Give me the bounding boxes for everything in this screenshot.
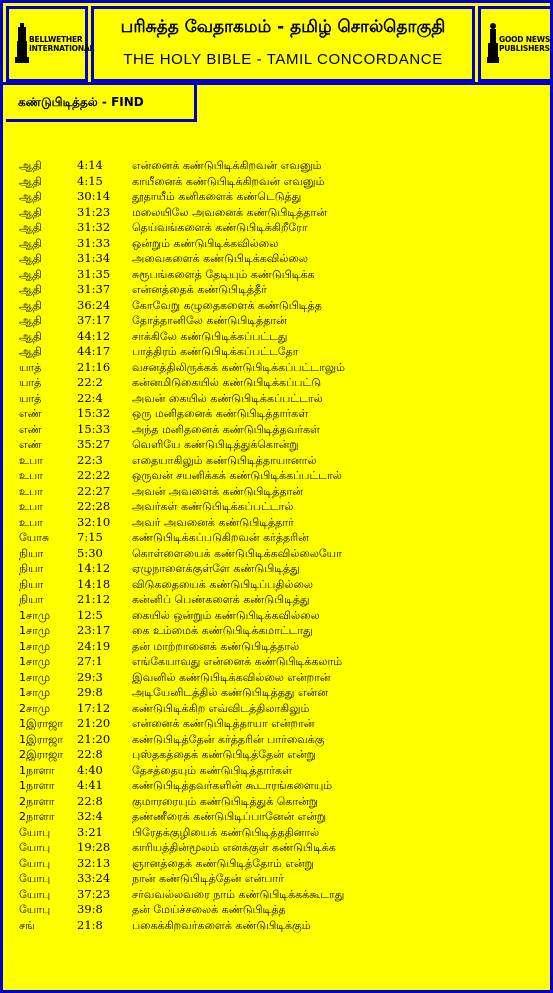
entry-book: 2சாமு — [19, 701, 51, 715]
entry-text: தெய்வங்களைக் கண்டுபிடிக்கிறீரோ — [132, 221, 308, 234]
entry-text: கண்டுபிடித்தவர்களின் கூடாரங்களையும் — [132, 779, 333, 792]
table-row — [19, 236, 549, 252]
entry-reference: 22:28 — [77, 499, 111, 513]
entry-text: தேசத்தையும் கண்டுபிடித்தார்கள் — [132, 763, 293, 777]
table-row — [19, 453, 549, 469]
entry-reference: 31:33 — [77, 235, 111, 250]
entry-reference: 14:12 — [77, 561, 111, 575]
entry-text: தோத்தானிலே கண்டுபிடித்தான் — [132, 314, 287, 327]
entry-book: 1சாமு — [19, 655, 51, 668]
entry-reference: 12:5 — [77, 607, 103, 622]
entry-reference: 35:27 — [77, 437, 111, 451]
entry-book: யோபு — [19, 856, 51, 870]
entry-text: என்னத்தைக் கண்டுபிடித்தீர் — [132, 283, 267, 296]
entry-text: கையில் ஒன்றும் கண்டுபிடிக்கவில்லை — [132, 608, 320, 622]
entry-book: நியா — [19, 562, 44, 575]
entry-book: 1சாமு — [19, 670, 51, 684]
entry-book: எண் — [19, 422, 42, 436]
entry-reference: 32:10 — [77, 514, 111, 529]
entry-book: ஆதி — [19, 221, 42, 234]
entry-reference: 19:28 — [77, 840, 111, 854]
entry-text: அவன் அவளைக் கண்டுபிடித்தான் — [132, 484, 303, 498]
entry-text: இவனில் கண்டுபிடிக்கவில்லை என்றான் — [132, 670, 331, 684]
table-row — [19, 267, 549, 283]
entry-text: நான் கண்டுபிடித்தேன் என்பார் — [132, 872, 284, 885]
entry-book: 1சாமு — [19, 686, 51, 699]
entry-reference: 23:17 — [77, 623, 111, 637]
table-row — [19, 515, 549, 531]
entry-reference: 21:16 — [77, 359, 111, 374]
entry-book: 2இராஜா — [19, 748, 64, 761]
entry-reference: 7:15 — [77, 530, 103, 544]
publisher-right-line-2: PUBLISHERS — [499, 44, 550, 53]
table-row — [19, 344, 549, 360]
entry-text: சர்வவல்லவரை நாம் கண்டுபிடிக்கக்கூடாது — [132, 887, 345, 901]
entry-text: தண்ணீரைக் கண்டுபிடிப்பானேன் என்று — [132, 810, 327, 823]
entry-book: 1நாளா — [19, 763, 55, 777]
entry-reference: 15:33 — [77, 421, 111, 436]
table-row — [19, 298, 549, 314]
entry-text: தன் மாற்றானைக் கண்டுபிடித்தால் — [132, 639, 300, 653]
entry-book: யோபு — [19, 872, 51, 885]
table-row — [19, 561, 549, 577]
table-row — [19, 360, 549, 376]
entry-reference: 4:40 — [77, 762, 103, 777]
entry-book: நியா — [19, 546, 44, 560]
entry-text: ஒன்றும் கண்டுபிடிக்கவில்லை — [132, 236, 279, 250]
entry-book: ஆதி — [19, 236, 42, 250]
table-row — [19, 282, 549, 298]
entry-book: உபா — [19, 515, 43, 529]
entry-text: என்னைக் கண்டுபிடித்தாயா என்றான் — [132, 717, 315, 730]
table-row — [19, 468, 549, 484]
entry-book: ஆதி — [19, 252, 42, 265]
entry-book: 1இராஜா — [19, 717, 64, 730]
entry-text: கண்டுபிடித்தேன் கர்த்தரின் பார்வைக்கு — [132, 732, 325, 746]
entry-reference: 30:14 — [77, 189, 111, 203]
entry-text: கண்டுபிடிக்கிற எவ்விடத்திலாகிலும் — [132, 701, 310, 715]
entry-book: 1சாமு — [19, 639, 51, 653]
entry-text: சாக்கிலே கண்டுபிடிக்கப்பட்டது — [132, 329, 288, 343]
table-row — [19, 623, 549, 639]
entry-text: மலையிலே அவனைக் கண்டுபிடித்தான் — [132, 205, 327, 219]
entry-reference: 24:19 — [77, 638, 111, 653]
table-row — [19, 406, 549, 422]
entry-text: கண்டுபிடிக்கப்படுகிறவன் கர்த்தரின் — [132, 531, 309, 544]
entry-text: வெளியே கண்டுபிடித்துக்கொன்று — [132, 438, 299, 451]
table-row — [19, 174, 549, 190]
table-row — [19, 840, 549, 856]
entry-text: தூதாயீம் கனிகளைக் கண்டெடுத்து — [132, 190, 302, 203]
table-row — [19, 825, 549, 841]
entry-reference: 15:32 — [77, 406, 111, 420]
entry-reference: 27:1 — [77, 654, 103, 668]
table-row — [19, 251, 549, 267]
publisher-left-line-1: BELLWETHER — [29, 35, 83, 44]
entry-text: வசனத்திலிருக்கக் கண்டுபிடிக்கப்பட்டாலும் — [132, 360, 345, 374]
entry-book: யோபு — [19, 903, 51, 916]
entry-text: கோவேறு கழுதைகளைக் கண்டுபிடித்த — [132, 298, 322, 312]
table-row — [19, 546, 549, 562]
entry-book: ஆதி — [19, 267, 42, 281]
entry-reference: 32:13 — [77, 855, 111, 870]
entry-text: ஏழுநாளைக்குள்ளே கண்டுபிடித்து — [132, 562, 300, 575]
entry-reference: 44:17 — [77, 344, 111, 358]
entry-book: உபா — [19, 484, 43, 498]
entry-reference: 3:21 — [77, 824, 103, 839]
entry-text: கொள்ளையைக் கண்டுபிடிக்கவில்லையோ — [132, 546, 342, 560]
entry-book: உபா — [19, 500, 43, 513]
table-row — [19, 654, 549, 670]
entry-book: உபா — [19, 469, 43, 482]
entry-book: ஆதி — [19, 174, 42, 188]
entry-reference: 22:2 — [77, 375, 103, 389]
table-row — [19, 887, 549, 903]
entry-text: அவன் கையில் கண்டுபிடிக்கப்பட்டால் — [132, 391, 323, 405]
entry-text: குமாரரையும் கண்டுபிடித்துக் கொன்று — [132, 794, 318, 808]
entry-book: ஆதி — [19, 298, 42, 312]
entry-text: அவர் அவனைக் கண்டுபிடித்தார் — [132, 515, 294, 529]
entry-text: சுரூபங்களைத் தேடியும் கண்டுபிடிக்க — [132, 267, 315, 281]
entry-book: ஆதி — [19, 283, 42, 296]
publisher-left-name — [29, 35, 94, 53]
find-label: கண்டுபிடித்தல் - FIND — [18, 95, 144, 109]
entry-book: யாத் — [19, 360, 42, 374]
entry-book: எண் — [19, 438, 42, 451]
table-row — [19, 375, 549, 391]
entry-reference: 22:22 — [77, 468, 111, 482]
entry-book: 1சாமு — [19, 608, 51, 622]
entry-text: எதையாகிலும் கண்டுபிடித்தாயானால் — [132, 453, 317, 467]
table-row — [19, 220, 549, 236]
entry-book: ஆதி — [19, 329, 42, 343]
good-news-figure-icon — [487, 23, 499, 69]
table-row — [19, 871, 549, 887]
entry-text: பிரேதக்குழியைக் கண்டுபிடித்ததினால் — [132, 825, 320, 839]
entry-book: 1நாளா — [19, 779, 55, 792]
entry-reference: 29:3 — [77, 669, 103, 684]
publisher-logo-right — [478, 6, 553, 82]
entry-reference: 31:37 — [77, 282, 111, 296]
table-row — [19, 809, 549, 825]
entry-reference: 4:14 — [77, 158, 103, 172]
entry-reference: 21:12 — [77, 592, 111, 606]
entry-book: ஆதி — [19, 205, 42, 219]
entry-reference: 31:34 — [77, 251, 111, 265]
entry-text: என்னைக் கண்டுபிடிக்கிறவன் எவனும் — [132, 159, 322, 172]
entry-reference: 39:8 — [77, 902, 103, 916]
publisher-logo-left — [6, 6, 95, 82]
table-row — [19, 685, 549, 701]
entry-book: 1சாமு — [19, 624, 51, 637]
entry-reference: 37:17 — [77, 313, 111, 327]
table-row — [19, 732, 549, 748]
entry-text: விடுகதையைக் கண்டுபிடிப்பதில்லை — [132, 577, 314, 591]
title-tamil: பரிசுத்த வேதாகமம் - தமிழ் சொல்தொகுதி — [120, 17, 446, 37]
entry-reference: 33:24 — [77, 871, 111, 885]
table-row — [19, 856, 549, 872]
entry-text: கை உம்மைக் கண்டுபிடிக்கமாட்டாது — [132, 624, 313, 637]
entry-reference: 5:30 — [77, 545, 103, 560]
entry-reference: 22:27 — [77, 483, 111, 498]
entry-reference: 32:4 — [77, 809, 103, 823]
entry-book: சங் — [19, 918, 35, 932]
table-row — [19, 608, 549, 624]
table-row — [19, 422, 549, 438]
entry-reference: 22:3 — [77, 452, 103, 467]
entry-text: அடியேனிடத்தில் கண்டுபிடித்தது என்ன — [132, 686, 328, 699]
entry-book: யாத் — [19, 376, 42, 389]
title-box — [91, 6, 475, 82]
table-row — [19, 902, 549, 918]
entry-text: கன்னமிடுகையில் கண்டுபிடிக்கப்பட்டு — [132, 376, 322, 389]
entry-reference: 22:8 — [77, 747, 103, 761]
entry-reference: 4:15 — [77, 173, 103, 188]
table-row — [19, 391, 549, 407]
entry-book: உபா — [19, 453, 43, 467]
entry-book: 2நாளா — [19, 794, 55, 808]
entry-text: பாத்திரம் கண்டுபிடிக்கப்பட்டதோ — [132, 345, 299, 358]
bellwether-figure-icon — [15, 23, 29, 69]
table-row — [19, 577, 549, 593]
entry-text: ஒரு மனிதனைக் கண்டுபிடித்தார்கள் — [132, 407, 309, 420]
entry-text: பகைக்கிறவர்களைக் கண்டுபிடிக்கும் — [132, 918, 311, 932]
entry-reference: 14:18 — [77, 576, 111, 591]
entry-text: புஸ்தகத்தைக் கண்டுபிடித்தேன் என்று — [132, 748, 316, 761]
table-row — [19, 313, 549, 329]
entry-reference: 36:24 — [77, 297, 111, 312]
entry-text: காயீனைக் கண்டுபிடிக்கிறவன் எவனும் — [132, 174, 325, 188]
entry-book: எண் — [19, 407, 42, 420]
entry-book: ஆதி — [19, 345, 42, 358]
entry-reference: 21:20 — [77, 716, 111, 730]
table-row — [19, 716, 549, 732]
table-row — [19, 437, 549, 453]
entry-book: யோபு — [19, 825, 51, 839]
table-row — [19, 484, 549, 500]
table-row — [19, 670, 549, 686]
title-english: THE HOLY BIBLE - TAMIL CONCORDANCE — [123, 51, 443, 68]
publisher-right-line-1: GOOD NEWS — [499, 35, 551, 44]
entry-book: நியா — [19, 593, 44, 606]
table-row — [19, 639, 549, 655]
entry-text: எங்கேயாவது என்னைக் கண்டுபிடிக்கலாம் — [132, 655, 343, 668]
table-row — [19, 205, 549, 221]
table-row — [19, 329, 549, 345]
table-row — [19, 778, 549, 794]
entry-reference: 22:8 — [77, 793, 103, 808]
entry-text: அந்த மனிதனைக் கண்டுபிடித்தவர்கள் — [132, 422, 320, 436]
entry-book: யோபு — [19, 841, 51, 854]
entry-reference: 31:23 — [77, 204, 111, 219]
table-row — [19, 747, 549, 763]
entry-book: 2நாளா — [19, 810, 55, 823]
table-row — [19, 794, 549, 810]
entry-reference: 4:41 — [77, 778, 103, 792]
entry-text: அவைகளைக் கண்டுபிடிக்கவில்லை — [132, 252, 308, 265]
entry-book: நியா — [19, 577, 44, 591]
entry-book: ஆதி — [19, 190, 42, 203]
table-row — [19, 158, 549, 174]
entry-reference: 44:12 — [77, 328, 111, 343]
entry-reference: 21:8 — [77, 917, 103, 932]
entry-text: ஒருவன் சயனிக்கக் கண்டுபிடிக்கப்பட்டால் — [132, 469, 342, 482]
table-row — [19, 763, 549, 779]
entry-text: ஞானத்தைக் கண்டுபிடித்தோம் என்று — [132, 856, 314, 870]
entry-book: யோசு — [19, 531, 50, 544]
table-row — [19, 499, 549, 515]
entry-book: 1இராஜா — [19, 732, 64, 746]
entry-text: தன் மேய்ச்சலைக் கண்டுபிடித்த — [132, 903, 286, 916]
entry-reference: 31:35 — [77, 266, 111, 281]
entry-reference: 22:4 — [77, 390, 103, 405]
concordance-entries — [19, 158, 549, 933]
entry-book: ஆதி — [19, 314, 42, 327]
entry-reference: 29:8 — [77, 685, 103, 699]
entry-text: காரியத்தின்மூலம் எனக்குள் கண்டுபிடிக்க — [132, 841, 336, 854]
entry-reference: 17:12 — [77, 700, 111, 715]
table-row — [19, 530, 549, 546]
entry-text: அவர்கள் கண்டுபிடிக்கப்பட்டால் — [132, 500, 294, 513]
entry-reference: 37:23 — [77, 886, 111, 901]
table-row — [19, 701, 549, 717]
table-row — [19, 918, 549, 934]
entry-book: யோபு — [19, 887, 51, 901]
publisher-left-line-2: INTERNATIONAL — [29, 44, 95, 53]
entry-text: கன்னிப் பெண்களைக் கண்டுபிடித்து — [132, 593, 310, 606]
entry-book: யாத் — [19, 391, 42, 405]
table-row — [19, 592, 549, 608]
entry-reference: 21:20 — [77, 731, 111, 746]
entry-book: ஆதி — [19, 159, 42, 172]
table-row — [19, 189, 549, 205]
entry-reference: 31:32 — [77, 220, 111, 234]
publisher-right-name — [499, 35, 550, 53]
find-box — [6, 82, 197, 122]
